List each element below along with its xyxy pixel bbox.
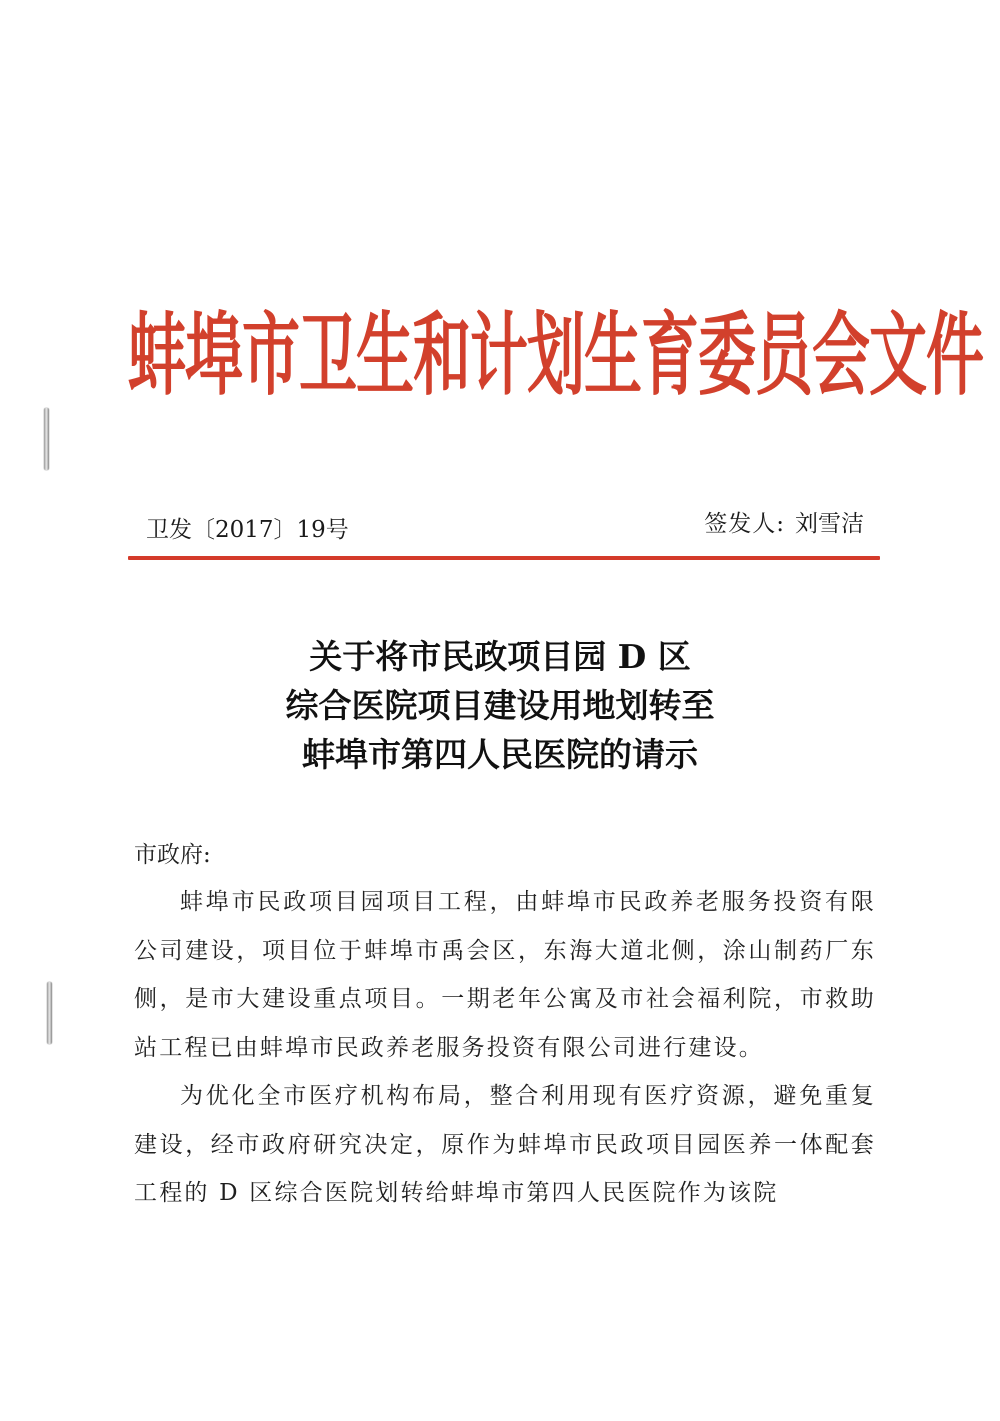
red-divider-rule (128, 556, 880, 560)
salutation: 市政府: (134, 842, 211, 868)
signer-label: 签发人: (704, 511, 785, 537)
signer-name: 刘雪洁 (795, 511, 864, 537)
request-title (150, 632, 850, 779)
request-title-line-2: 综合医院项目建设用地划转至 (285, 686, 715, 725)
document-header-title: 蚌埠市卫生和计划生育委员会文件 (128, 302, 984, 408)
document-body (134, 832, 876, 1218)
staple-mark-top (44, 408, 49, 470)
body-paragraph-1: 蚌埠市民政项目园项目工程，由蚌埠市民政养老服务投资有限公司建设，项目位于蚌埠市禹会区，东海大道北侧，涂山制药厂东侧，是市大建设重点项目。一期老年公寓及市社会福利院，市救助站工程已由蚌埠市民政养老服务投资有限公司进行建设。 (134, 889, 876, 1061)
staple-mark-bottom (47, 982, 52, 1044)
document-number: 卫发〔2017〕19号 (146, 517, 349, 543)
signer-block (704, 506, 864, 542)
body-paragraph-2: 为优化全市医疗机构布局，整合利用现有医疗资源，避免重复建设，经市政府研究决定，原作为蚌埠市民政项目园医养一体配套工程的 D 区综合医院划转给蚌埠市第四人民医院作为该院 (134, 1083, 876, 1206)
request-title-line-1: 关于将市民政项目园 D 区 (309, 637, 691, 676)
request-title-line-3: 蚌埠市第四人民医院的请示 (302, 735, 698, 774)
